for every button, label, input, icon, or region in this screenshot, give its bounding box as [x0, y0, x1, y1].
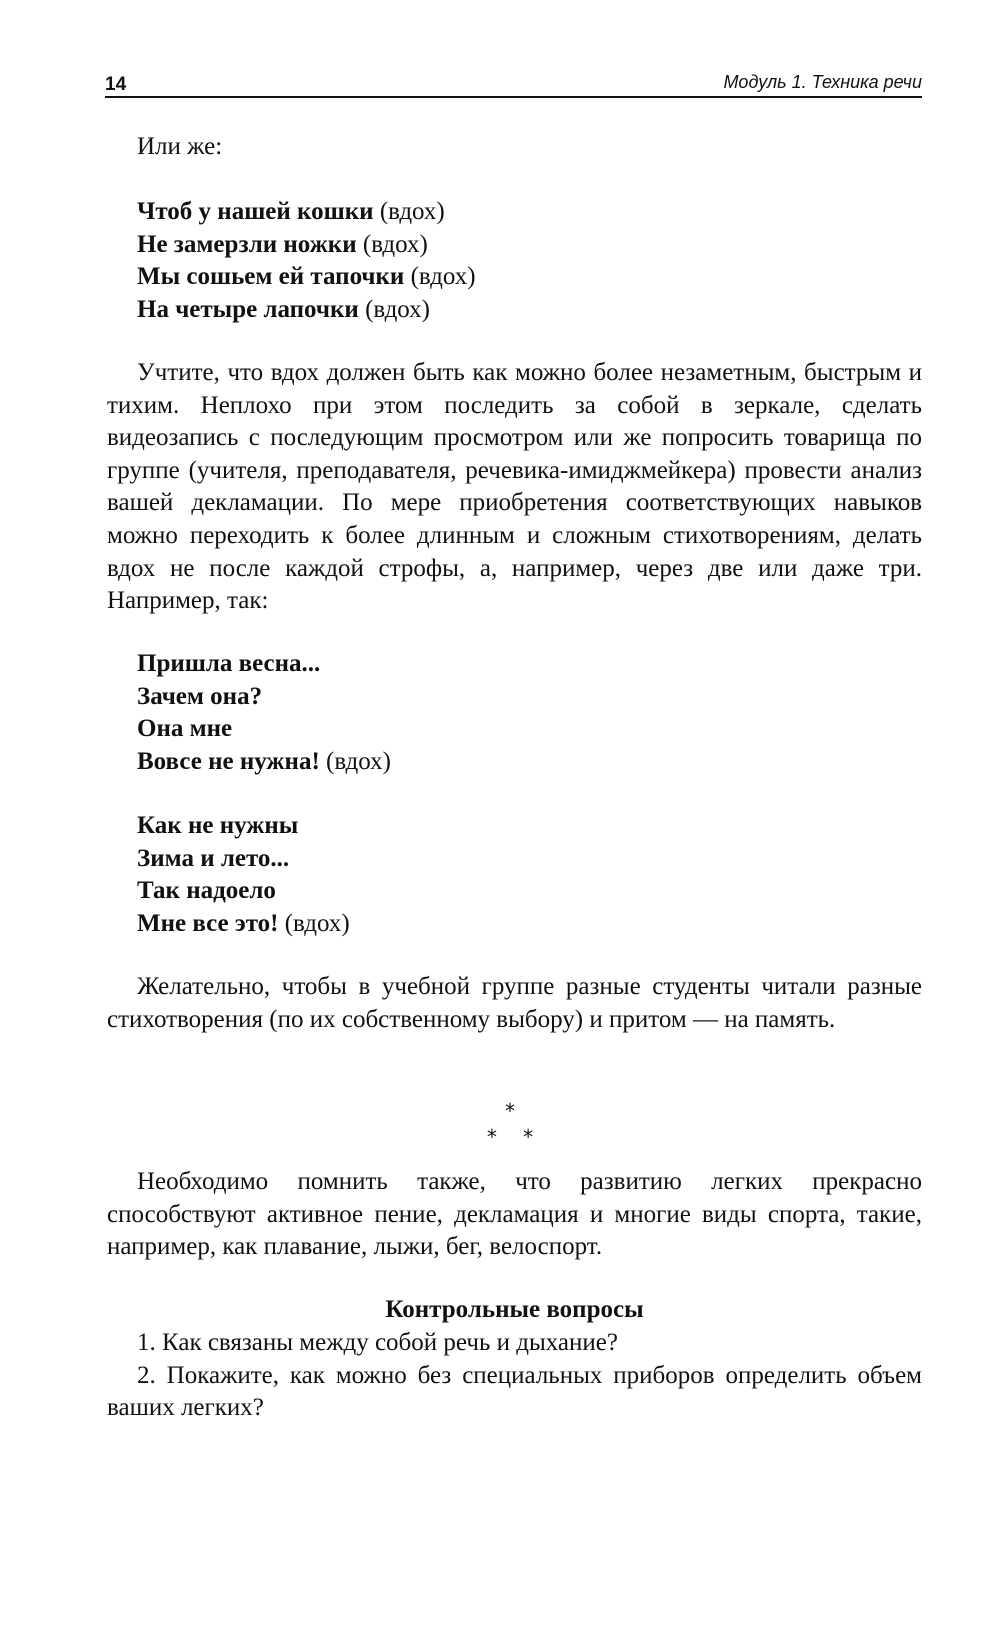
paragraph-1	[107, 357, 922, 618]
intro-block	[107, 131, 922, 164]
verse-2	[107, 648, 922, 778]
verse-line: Чтоб у нашей кошки (вдох)	[137, 198, 445, 225]
asterism-top: *	[505, 1099, 515, 1123]
page-header	[105, 68, 922, 98]
paragraph-text: Желательно, чтобы в учебной группе разные студенты читали разные стихотворения (по их собственному выбору) и притом — на память.	[107, 973, 922, 1033]
intro-text: Или же:	[137, 133, 223, 160]
questions-heading: Контрольные вопросы	[385, 1296, 644, 1323]
verse-line: Мне все это! (вдох)	[137, 909, 350, 937]
questions-list	[107, 1327, 922, 1425]
verse-1	[107, 196, 922, 326]
verse-line: Мы сошьем ей тапочки (вдох)	[137, 263, 476, 291]
paragraph-2	[107, 971, 922, 1036]
question-item: 2. Покажите, как можно без специальных приборов определить объем ваших легких?	[107, 1361, 922, 1422]
paragraph-3	[107, 1166, 922, 1264]
verse-line: Зачем она?	[137, 682, 263, 710]
running-head: Модуль 1. Техника речи	[723, 72, 922, 92]
verse-line: Как не нужны	[137, 812, 299, 839]
verse-line: Не замерзли ножки (вдох)	[137, 230, 428, 258]
header-rule	[105, 96, 922, 98]
verse-line: Пришла весна...	[137, 650, 321, 677]
verse-line: Зима и лето...	[137, 844, 290, 872]
question-item: 1. Как связаны между собой речь и дыхание?	[137, 1329, 618, 1356]
paragraph-text: Учтите, что вдох должен быть как можно более незаметным, быстрым и тихим. Неплохо при этом последить за собой в зеркале, сделать видеозапись с последующим просмотром или же попросить товарища по группе (учителя, преподавателя, речевика-имиджмейкера) провести анализ вашей декламации. По мере приобретения соответствующих навыков можно переходить к более длинным и сложным стихотворениям, делать вдох не после каждой строфы, а, например, через две или даже три. Например, так:	[107, 359, 922, 615]
verse-line: Вовсе не нужна! (вдох)	[137, 747, 391, 775]
asterism-separator	[470, 1098, 550, 1150]
verse-line: На четыре лапочки (вдох)	[137, 295, 430, 323]
asterism-bottom: * *	[486, 1125, 544, 1149]
verse-3	[107, 810, 922, 940]
verse-line: Так надоело	[137, 877, 276, 905]
page-number: 14	[105, 74, 127, 95]
paragraph-text: Необходимо помнить также, что развитию легких прекрасно способствуют активное пение, декламация и многие виды спорта, такие, например, как плавание, лыжи, бег, велоспорт.	[107, 1168, 922, 1261]
verse-line: Она мне	[137, 715, 233, 743]
